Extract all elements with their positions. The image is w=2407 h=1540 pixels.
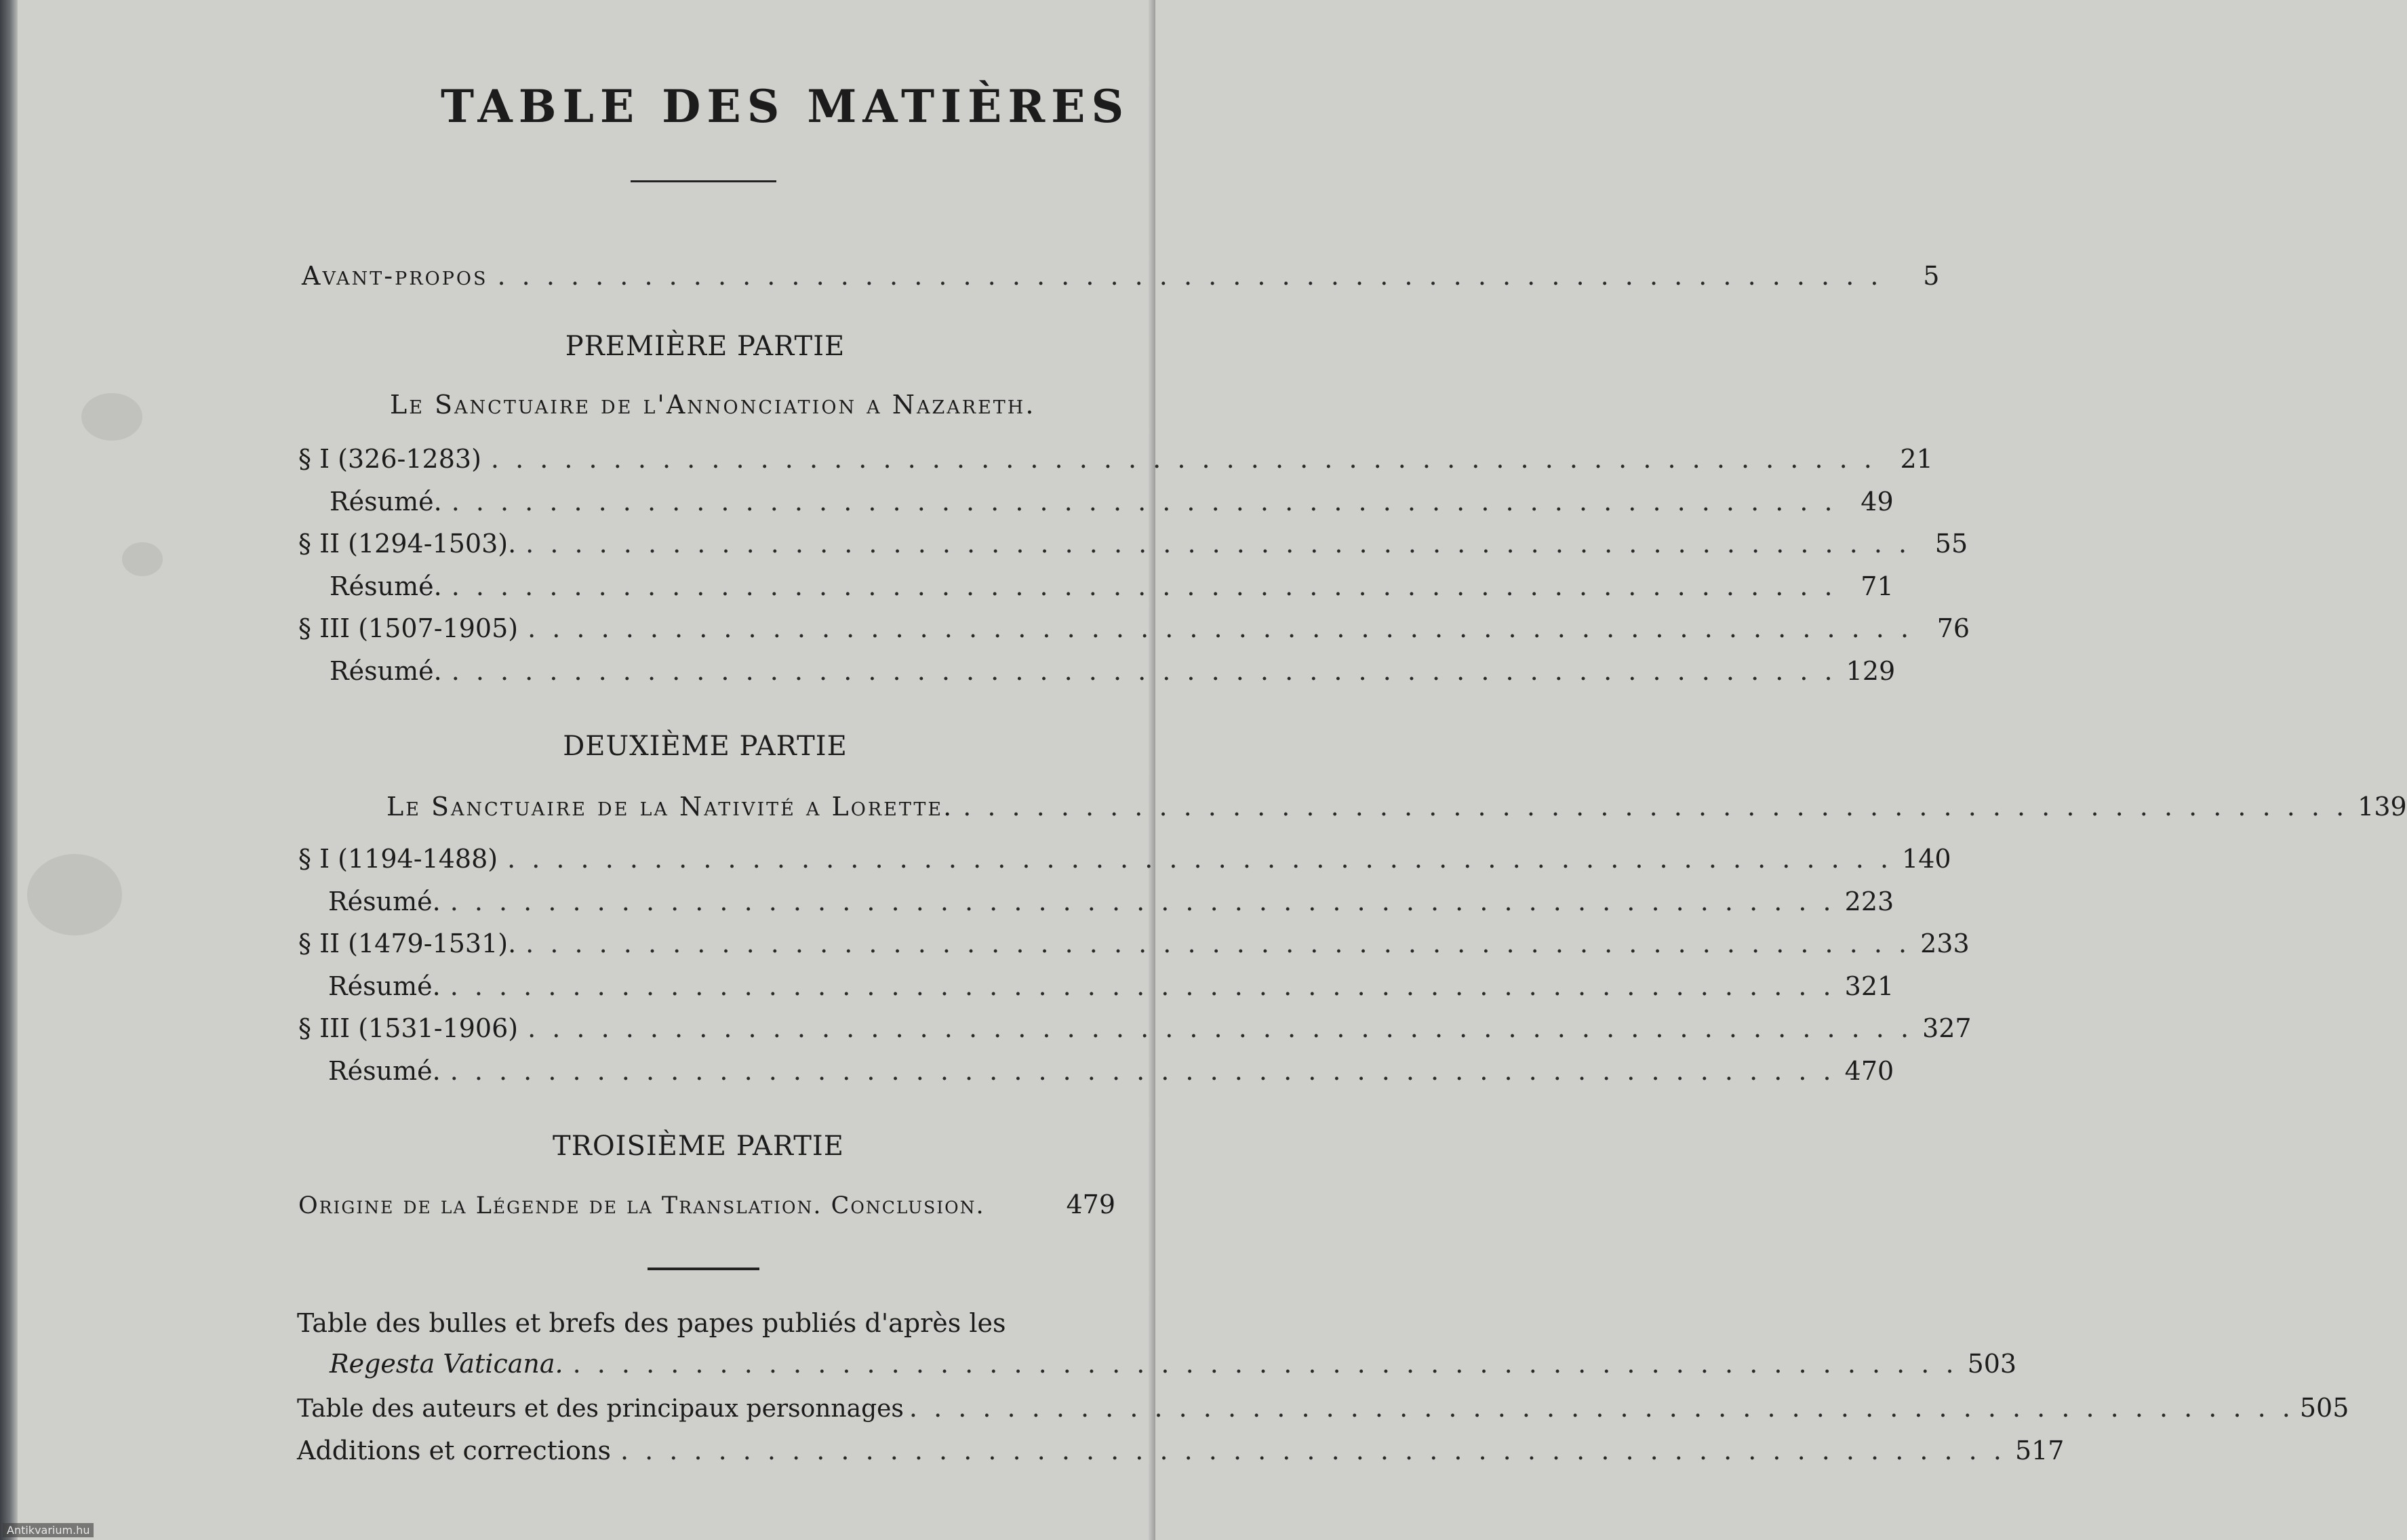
toc-entry: [330, 656, 1896, 686]
toc-entry-avant-propos: [302, 261, 1940, 291]
dot-leader: . . . . . . . . . . . . . . . . . . . . . . . . . . . . . . . . . . . . . . . . . . . . . . . . . . . . . . . . .: [451, 571, 1837, 601]
dot-leader: . . . . . . . . . . . . . . . . . . . . . . . . . . . . . . . . . . . . . . . . . . . . . . . . . . . . . . . . .: [450, 971, 1835, 1001]
entry-label: Résumé.: [330, 487, 442, 516]
entry-page: 55: [1934, 529, 1968, 559]
toc-entry: [330, 571, 1894, 601]
part-heading-3: TROISIÈME PARTIE: [553, 1131, 844, 1162]
entry-label: § III (1507-1905): [298, 613, 519, 643]
entry-page: 505: [2299, 1393, 2349, 1423]
dot-leader: . . . . . . . . . . . . . . . . . . . . . . . . . . . . . . . . . . . . . . . . . . . . . . . . . . . . . . . . .: [497, 261, 1883, 291]
entry-label: § II (1479-1531).: [298, 929, 517, 958]
title-rule: [631, 180, 776, 182]
section-rule: [648, 1268, 759, 1270]
page-title: TABLE DES MATIÈRES: [441, 80, 1130, 133]
entry-label: § I (326-1283): [298, 444, 481, 474]
dot-leader: . . . . . . . . . . . . . . . . . . . . . . . . . . . . . . . . . . . . . . . . . . . . . . . . . . . . . . . . .: [620, 1436, 2006, 1465]
dot-leader: . . . . . . . . . . . . . . . . . . . . . . . . . . . . . . . . . . . . . . . . . . . . . . . . . . . . . . . . .: [450, 1056, 1835, 1086]
toc-entry-auteurs: [297, 1393, 2349, 1423]
dot-leader: . . . . . . . . . . . . . . . . . . . . . . . . . . . . . . . . . . . . . . . . . . . . . . . . . . . . . . . . .: [572, 1349, 1958, 1379]
dot-leader: . . . . . . . . . . . . . . . . . . . . . . . . . . . . . . . . . . . . . . . . . . . . . . . . . . . . . . . . .: [451, 656, 1837, 686]
entry-label: Résumé.: [328, 971, 441, 1001]
entry-label: Avant-propos: [302, 261, 488, 291]
toc-entry: [328, 887, 1894, 916]
dot-leader: . . . . . . . . . . . . . . . . . . . . . . . . . . . . . . . . . . . . . . . . . . . . . . . . . . . . . . . . .: [450, 887, 1835, 916]
entry-label: Table des auteurs et des principaux personnages: [297, 1395, 904, 1423]
toc-entry: [328, 971, 1894, 1001]
foxing-spot: [27, 854, 122, 935]
page-edge: [1149, 0, 1155, 1540]
toc-entry: [298, 613, 1970, 643]
toc-entry: [298, 1013, 1972, 1043]
toc-entry: [328, 1056, 1894, 1086]
dot-leader: . . . . . . . . . . . . . . . . . . . . . . . . . . . . . . . . . . . . . . . . . . . . . . . . . . . . . . . . .: [451, 487, 1837, 516]
toc-entry-additions: [297, 1436, 2065, 1465]
dot-leader: . . . . . . . . . . . . . . . . . . . . . . . . . . . . . . . . . . . . . . . . . . . . . . . . . . . . . . . . .: [963, 792, 2349, 822]
dot-leader: . . . . . . . . . . . . . . . . . . . . . . . . . . . . . . . . . . . . . . . . . . . . . . . . . . . . . . . . .: [909, 1393, 2294, 1423]
toc-entry: [298, 444, 1933, 474]
dot-leader: . . . . . . . . . . . . . . . . . . . . . . . . . . . . . . . . . . . . . . . . . . . . . . . . . . . . . . . . .: [528, 1013, 1913, 1043]
entry-page: 470: [1844, 1056, 1894, 1086]
entry-page: 21: [1900, 444, 1933, 474]
entry-label: Le Sanctuaire de la Nativité a Lorette.: [386, 792, 954, 822]
entry-label: Origine de la Légende de la Translation. Conclusion.: [298, 1192, 985, 1219]
entry-page: 49: [1861, 487, 1894, 516]
part-subtitle-2: [386, 792, 2407, 822]
entry-label: Résumé.: [330, 571, 442, 601]
entry-page: 129: [1846, 656, 1896, 686]
dot-leader: . . . . . . . . . . . . . . . . . . . . . . . . . . . . . . . . . . . . . . . . . . . . . . . . . . . . . . . . .: [507, 844, 1893, 874]
entry-page: 71: [1861, 571, 1894, 601]
watermark: Antikvarium.hu: [3, 1523, 94, 1537]
dot-leader: . . . . . . . . . . . . . . . . . . . . . . . . . . . . . . . . . . . . . . . . . . . . . . . . . . . . . . . . .: [528, 613, 1913, 643]
entry-page: 5: [1923, 261, 1940, 291]
entry-label: Résumé.: [328, 1056, 441, 1086]
entry-page: 140: [1902, 844, 1951, 874]
entry-label: § I (1194-1488): [298, 844, 498, 874]
part-subtitle-1: Le Sanctuaire de l'Annonciation a Nazareth.: [390, 390, 1036, 420]
entry-page: 223: [1844, 887, 1894, 916]
foxing-spot: [81, 393, 142, 441]
toc-entry-bulles: [330, 1349, 2017, 1379]
entry-label: § III (1531-1906): [298, 1013, 519, 1043]
part-heading-1: PREMIÈRE PARTIE: [565, 331, 846, 362]
dot-leader: . . . . . . . . . . . . . . . . . . . . . . . . . . . . . . . . . . . . . . . . . . . . . . . . . . . . . . . . .: [490, 444, 1876, 474]
entry-page: 327: [1922, 1013, 1972, 1043]
book-spine: [0, 0, 18, 1540]
entry-label: Regesta Vaticana.: [330, 1349, 563, 1379]
entry-page: 233: [1920, 929, 1970, 958]
entry-page: 139: [2358, 792, 2407, 822]
entry-label: Additions et corrections: [297, 1436, 611, 1465]
entry-label: § II (1294-1503).: [298, 529, 517, 559]
foxing-spot: [122, 542, 163, 576]
dot-leader: . . . . . . . . . . . . . . . . . . . . . . . . . . . . . . . . . . . . . . . . . . . . . . . . . . . . . . . . .: [525, 529, 1911, 559]
part-heading-2: DEUXIÈME PARTIE: [563, 731, 848, 762]
part-subtitle-3: [298, 1190, 1115, 1219]
toc-entry: [298, 529, 1968, 559]
entry-label: Résumé.: [330, 656, 442, 686]
entry-label: Résumé.: [328, 887, 441, 916]
appendix-bulles-line1: Table des bulles et brefs des papes publiés d'après les: [297, 1308, 1006, 1338]
entry-page: 321: [1844, 971, 1894, 1001]
entry-page: 479: [1066, 1190, 1115, 1219]
toc-entry: [298, 929, 1970, 958]
toc-entry: [298, 844, 1951, 874]
toc-entry: [330, 487, 1894, 516]
entry-page: 76: [1936, 613, 1970, 643]
entry-page: 503: [1967, 1349, 2017, 1379]
entry-page: 517: [2014, 1436, 2065, 1465]
dot-leader: . . . . . . . . . . . . . . . . . . . . . . . . . . . . . . . . . . . . . . . . . . . . . . . . . . . . . . . . .: [525, 929, 1911, 958]
